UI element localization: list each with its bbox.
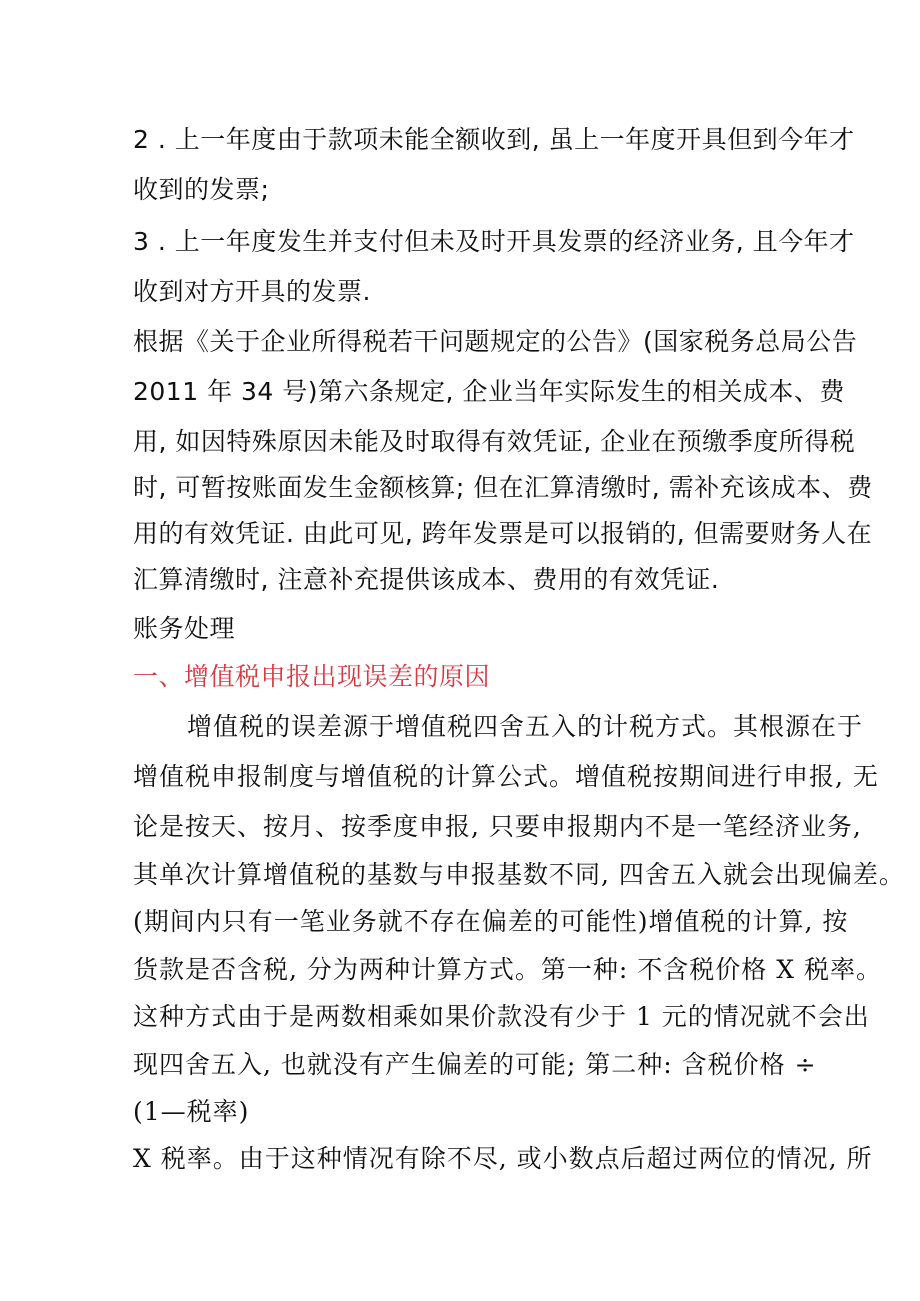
paragraph-2-line-7: 这种方式由于是两数相乘如果价款没有少于 1 元的情况就不会出 bbox=[133, 1002, 870, 1031]
paragraph-1-line-2: 2011 年 34 号)第六条规定, 企业当年实际发生的相关成本、费 bbox=[133, 377, 845, 406]
list-item-2-line-2: 收到的发票; bbox=[133, 175, 270, 204]
paragraph-2-line-9: (1—税率) bbox=[133, 1097, 250, 1126]
paragraph-2-line-4: 其单次计算增值税的基数与申报基数不同, 四舍五入就会出现偏差。 bbox=[133, 860, 905, 889]
paragraph-2-line-2: 增值税申报制度与增值税的计算公式。增值税按期间进行申报, 无 bbox=[133, 762, 879, 791]
paragraph-1-line-5: 用的有效凭证. 由此可见, 跨年发票是可以报销的, 但需要财务人在 bbox=[133, 519, 873, 548]
list-item-3-line-1: 3 . 上一年度发生并支付但未及时开具发票的经济业务, 且今年才 bbox=[133, 227, 855, 256]
paragraph-2-line-3: 论是按天、按月、按季度申报, 只要申报期内不是一笔经济业务, bbox=[133, 812, 862, 841]
paragraph-2-line-8: 现四舍五入, 也就没有产生偏差的可能; 第二种: 含税价格 ÷ bbox=[133, 1050, 817, 1079]
paragraph-2-line-5: (期间内只有一笔业务就不存在偏差的可能性)增值税的计算, 按 bbox=[133, 907, 849, 936]
paragraph-1-line-4: 时, 可暂按账面发生金额核算; 但在汇算清缴时, 需补充该成本、费 bbox=[133, 473, 873, 502]
section-subtitle: 账务处理 bbox=[133, 614, 236, 643]
paragraph-2-line-6: 货款是否含税, 分为两种计算方式。第一种: 不含税价格 X 税率。 bbox=[133, 955, 882, 984]
list-item-3-line-2: 收到对方开具的发票. bbox=[133, 277, 371, 306]
section-heading: 一、增值税申报出现误差的原因 bbox=[133, 662, 491, 691]
paragraph-1-line-1: 根据《关于企业所得税若干问题规定的公告》(国家税务总局公告 bbox=[133, 327, 858, 356]
paragraph-2-line-1: 增值税的误差源于增值税四舍五入的计税方式。其根源在于 bbox=[187, 712, 864, 741]
paragraph-1-line-6: 汇算清缴时, 注意补充提供该成本、费用的有效凭证. bbox=[133, 565, 720, 594]
list-item-2-line-1: 2 . 上一年度由于款项未能全额收到, 虽上一年度开具但到今年才 bbox=[133, 125, 855, 154]
paragraph-1-line-3: 用, 如因特殊原因未能及时取得有效凭证, 企业在预缴季度所得税 bbox=[133, 427, 856, 456]
paragraph-2-line-10: X 税率。由于这种情况有除不尽, 或小数点后超过两位的情况, 所 bbox=[133, 1144, 873, 1173]
